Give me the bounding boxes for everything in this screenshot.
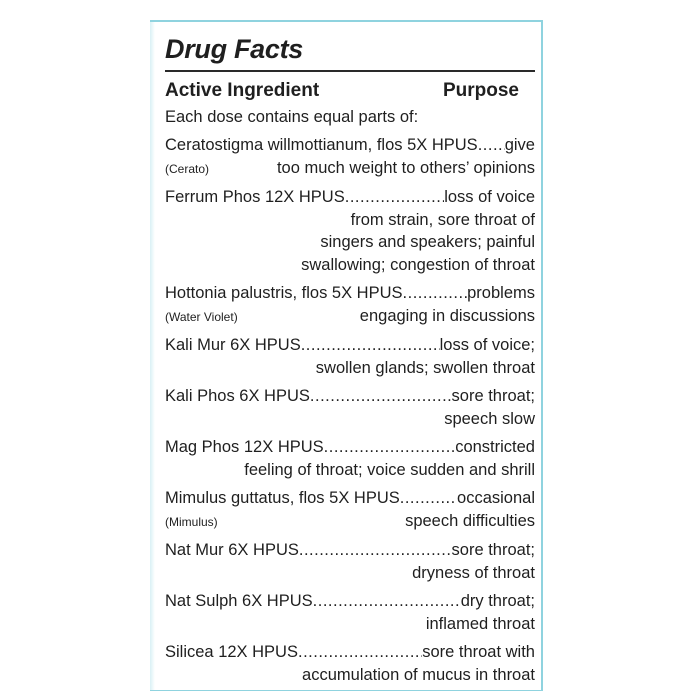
purpose-text: problems: [467, 284, 535, 302]
ingredient-entry: [165, 334, 535, 379]
active-ingredient-heading: Active Ingredient: [165, 80, 320, 101]
ingredient-entry: [165, 385, 535, 430]
purpose-more-lines: [165, 613, 535, 636]
dot-leader: [299, 539, 452, 562]
dot-leader: [324, 436, 456, 459]
ingredient-entry: [165, 186, 535, 276]
ingredient-second-line: [165, 510, 535, 534]
purpose-text: sore throat;: [451, 541, 535, 559]
purpose-heading: Purpose: [442, 80, 519, 101]
title-divider: [165, 70, 535, 72]
common-name: (Mimulus): [165, 514, 218, 529]
purpose-text-continued: from strain, sore throat of: [350, 210, 535, 229]
purpose-text-continued: speech slow: [444, 409, 535, 428]
ingredient-entry: [165, 134, 535, 180]
drug-facts-title: Drug Facts: [165, 34, 304, 64]
dot-leader: [301, 334, 440, 357]
purpose-text: constricted: [455, 438, 535, 456]
ingredient-first-line: [165, 539, 535, 562]
ingredient-entry: [165, 282, 535, 328]
ingredient-first-line: [165, 487, 535, 510]
ingredient-name: Kali Mur 6X HPUS: [165, 336, 301, 354]
purpose-more-lines: [165, 408, 535, 431]
dot-leader: [478, 134, 505, 157]
ingredient-entry: [165, 539, 535, 584]
ingredient-first-line: [165, 641, 535, 664]
dot-leader: [313, 590, 461, 613]
ingredient-first-line: [165, 334, 535, 357]
drug-facts-content: [165, 30, 535, 686]
ingredient-entry: [165, 436, 535, 481]
dot-leader: [403, 282, 468, 305]
purpose-text: loss of voice: [444, 188, 535, 206]
ingredient-first-line: [165, 436, 535, 459]
purpose-more-lines: [165, 664, 535, 687]
ingredient-name: Hottonia palustris, flos 5X HPUS: [165, 284, 403, 302]
dot-leader: [345, 186, 444, 209]
ingredient-first-line: [165, 134, 535, 157]
ingredient-name: Mimulus guttatus, flos 5X HPUS: [165, 489, 400, 507]
purpose-more-lines: [165, 459, 535, 482]
purpose-more-lines: [165, 562, 535, 585]
section-header: [165, 78, 535, 104]
purpose-text-continued: swollen glands; swollen throat: [315, 358, 535, 377]
purpose-more-lines: [165, 209, 535, 277]
purpose-text: dry throat;: [460, 592, 535, 610]
ingredient-name: Nat Mur 6X HPUS: [165, 541, 299, 559]
purpose-more-lines: [165, 357, 535, 380]
common-name: (Water Violet): [165, 309, 238, 324]
ingredient-first-line: [165, 590, 535, 613]
ingredient-second-line: [165, 157, 535, 181]
purpose-text: sore throat with: [422, 643, 535, 661]
ingredient-first-line: [165, 282, 535, 305]
ingredient-name: Silicea 12X HPUS: [165, 643, 298, 661]
common-name: (Cerato): [165, 161, 210, 176]
drug-facts-panel: [150, 20, 543, 691]
dose-intro-text: Each dose contains equal parts of:: [165, 108, 419, 126]
purpose-text-continued: singers and speakers; painful: [320, 233, 535, 251]
purpose-text-continued: too much weight to others’ opinions: [276, 158, 535, 177]
purpose-text-continued: swallowing; congestion of throat: [301, 255, 535, 274]
ingredient-name: Ceratostigma willmottianum, flos 5X HPUS: [165, 136, 478, 154]
ingredient-second-line: [165, 305, 535, 329]
purpose-text-continued: feeling of throat; voice sudden and shrill: [244, 460, 535, 479]
dot-leader: [298, 641, 422, 664]
ingredient-name: Nat Sulph 6X HPUS: [165, 592, 313, 610]
ingredient-name: Kali Phos 6X HPUS: [165, 387, 310, 405]
ingredient-entry: [165, 487, 535, 533]
ingredient-entry: [165, 590, 535, 635]
purpose-text-continued: inflamed throat: [425, 614, 535, 633]
purpose-text-continued: speech difficulties: [405, 511, 535, 530]
purpose-text-continued: accumulation of mucus in throat: [302, 665, 535, 684]
purpose-text: loss of voice;: [439, 336, 535, 354]
purpose-text-continued: dryness of throat: [412, 563, 535, 582]
ingredient-entry: [165, 641, 535, 686]
purpose-text: occasional: [457, 489, 535, 507]
purpose-text: sore throat;: [451, 387, 535, 405]
ingredient-first-line: [165, 385, 535, 408]
ingredient-first-line: [165, 186, 535, 209]
dot-leader: [310, 385, 452, 408]
dot-leader: [400, 487, 457, 510]
ingredient-name: Mag Phos 12X HPUS: [165, 438, 324, 456]
ingredient-name: Ferrum Phos 12X HPUS: [165, 188, 345, 206]
purpose-text-continued: engaging in discussions: [359, 306, 535, 325]
purpose-text: give: [504, 136, 535, 154]
ingredient-list: [165, 134, 535, 686]
